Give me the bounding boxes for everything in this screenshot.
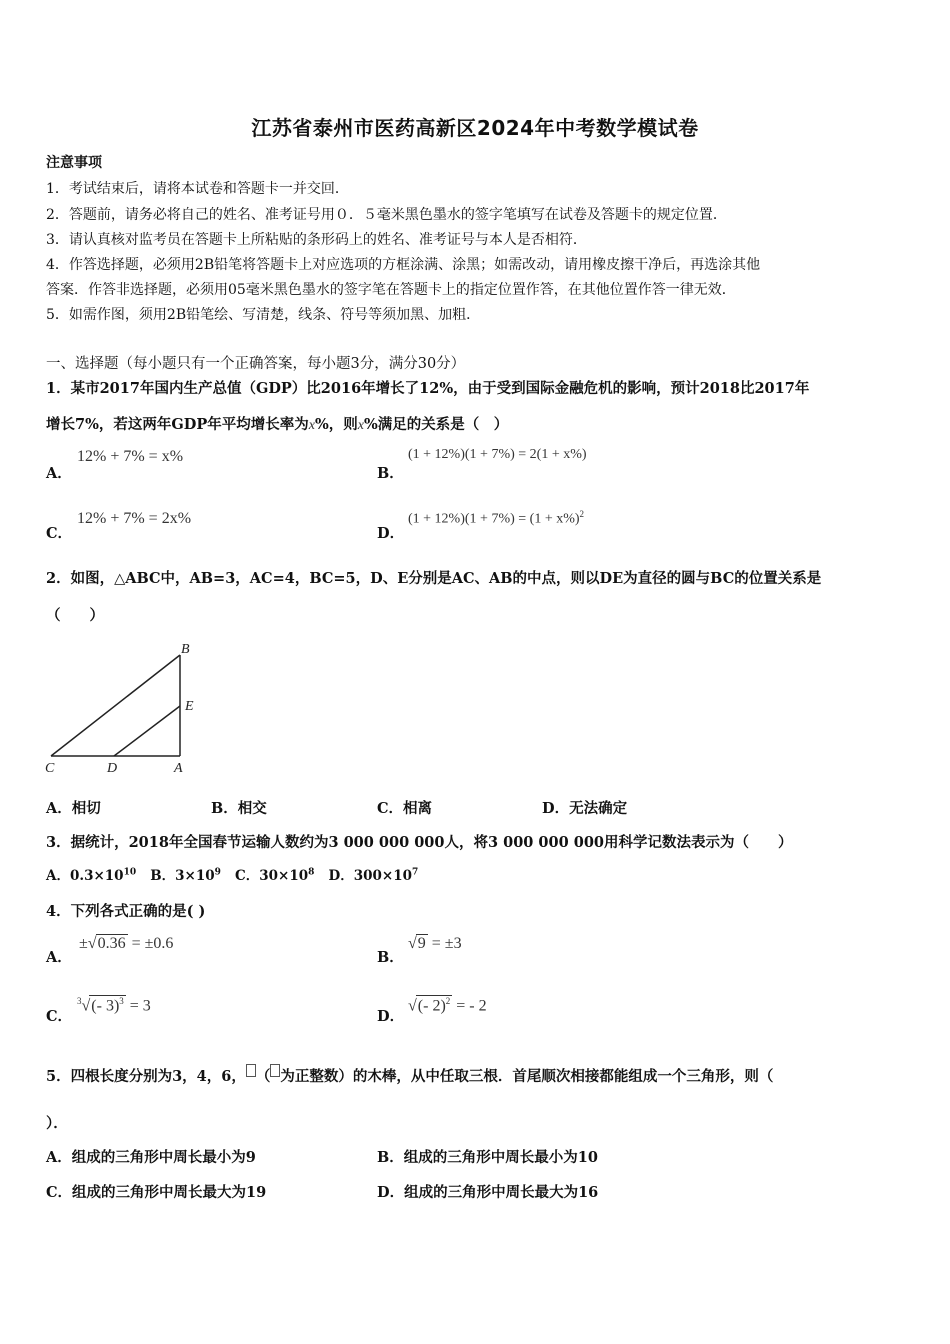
vertex-label-c: C xyxy=(45,761,55,776)
q4-option-d: √(- 2)$^2$ = - 2 xyxy=(408,996,487,1015)
q4-option-c-index: 3 xyxy=(77,996,82,1006)
note-line: 3．请认真核对监考员在答题卡上所粘贴的条形码上的姓名、准考证号与本人是否相符． xyxy=(46,232,587,248)
q4-option-a-radicand: 0.36 xyxy=(97,935,126,952)
q2-line2: （ ） xyxy=(46,607,104,624)
q1-text-b: %，则 xyxy=(314,416,358,433)
q1-var: x xyxy=(308,418,315,433)
q3-text: 3．据统计，2018年全国春节运输人数约为3 000 000 000人，将3 000 000 000用科学记数法表示为（ ） xyxy=(46,834,793,851)
q5-line2: ）． xyxy=(46,1115,68,1132)
q1-line2 xyxy=(46,413,508,434)
q4-option-a-label: A． xyxy=(46,949,72,966)
q4-option-a-result: = ±0.6 xyxy=(127,935,174,952)
q3-options xyxy=(46,864,418,884)
q4-option-c: $^3$√(- 3)$^3$ = 3 xyxy=(77,996,151,1015)
q1-option-d-label: D． xyxy=(377,525,405,542)
q3-option-d-exp: 7 xyxy=(412,867,419,878)
q2-option-c: C．相离 xyxy=(377,800,433,817)
vertex-label-d: D xyxy=(107,761,118,776)
q1-text-a: 增长7%，若这两年GDP年平均增长率为 xyxy=(46,416,309,433)
q3-option-c-exp: 8 xyxy=(308,867,315,878)
page-title: 江苏省泰州市医药高新区2024年中考数学模试卷 xyxy=(251,116,699,140)
q1-option-b-label: B． xyxy=(377,465,404,482)
q5-text-a: 5．四根长度分别为3，4，6， xyxy=(46,1068,246,1085)
q1-option-b: (1 + 12%)(1 + 7%) = 2(1 + x%) xyxy=(408,447,587,462)
q3-option-c-label: C． xyxy=(235,868,260,884)
q4-option-d-label: D． xyxy=(377,1008,405,1025)
vertex-label-b: B xyxy=(181,642,190,657)
q3-option-d-label: D． xyxy=(328,868,354,884)
missing-variable-glyph xyxy=(270,1064,280,1077)
q4-option-d-radicand xyxy=(416,995,452,1015)
note-line: 5．如需作图，须用2B铅笔绘、写清楚，线条、符号等须加黑、加粗． xyxy=(46,307,481,323)
vertex-label-a: A xyxy=(174,761,183,776)
vertex-label-e: E xyxy=(185,699,194,714)
q4-option-b-label: B． xyxy=(377,949,404,966)
q3-option-a-base: 0.3×10 xyxy=(69,868,124,884)
q4-option-b: √9 = ±3 xyxy=(408,935,462,952)
q1-option-d-exponent: 2 xyxy=(579,509,585,519)
q3-option-d-base: 300×10 xyxy=(353,868,413,884)
q4-option-a-sign: ± xyxy=(79,935,88,952)
triangle-figure xyxy=(44,638,204,778)
q5-text-c: 为正整数）的木棒，从中任取三根．首尾顺次相接都能组成一个三角形，则（ xyxy=(280,1068,774,1085)
q1-line1: 1．某市2017年国内生产总值（GDP）比2016年增长了12%，由于受到国际金融危机的影响，预计2018比2017年 xyxy=(46,380,810,397)
q5-option-d: D．组成的三角形中周长最大为16 xyxy=(377,1184,599,1201)
q4-option-b-result: = ±3 xyxy=(427,935,462,952)
q1-option-c-label: C． xyxy=(46,525,73,542)
note-line: 4．作答选择题，必须用2B铅笔将答题卡上对应选项的方框涂满、涂黑；如需改动，请用橡皮擦干净后，再选涂其他 xyxy=(46,257,761,273)
section-heading: 一、选择题（每小题只有一个正确答案，每小题3分，满分30分） xyxy=(46,356,466,372)
q1-option-c: 12% + 7% = 2x% xyxy=(77,510,192,527)
q4-text: 4．下列各式正确的是( ) xyxy=(46,903,206,920)
q4-option-c-power: 3 xyxy=(119,996,124,1006)
q3-option-b-exp: 9 xyxy=(214,867,221,878)
q3-option-a-label: A． xyxy=(46,868,70,884)
q4-option-d-power: 2 xyxy=(445,996,451,1006)
q3-option-b-label: B． xyxy=(150,868,176,884)
q1-option-a: 12% + 7% = x% xyxy=(77,448,184,465)
q4-option-a: ±√0.36 = ±0.6 xyxy=(79,935,174,952)
q5-option-b: B．组成的三角形中周长最小为10 xyxy=(377,1149,598,1166)
q5-option-a: A．组成的三角形中周长最小为9 xyxy=(46,1149,256,1166)
note-line: 2．答题前，请务必将自己的姓名、准考证号用０．５毫米黑色墨水的签字笔填写在试卷及答题卡的规定位置． xyxy=(46,207,727,223)
q3-option-b-base: 3×10 xyxy=(175,868,215,884)
q1-option-d-math: (1 + 12%)(1 + 7%) = (1 + x%) xyxy=(408,511,580,527)
q2-line1: 2．如图，△ABC中，AB=3，AC=4，BC=5，D、E分别是AC、AB的中点，则以DE为直径的圆与BC的位置关系是 xyxy=(46,570,822,587)
q1-option-a-label: A． xyxy=(46,465,72,482)
q4-option-d-base: (- 2) xyxy=(417,997,446,1015)
q4-option-c-radicand xyxy=(89,995,125,1015)
note-line: 答案．作答非选择题，必须用05毫米黑色墨水的签字笔在答题卡上的指定位置作答，在其他位置作答一律无效． xyxy=(46,282,736,298)
notes-heading: 注意事项 xyxy=(46,155,102,171)
q5-option-c: C．组成的三角形中周长最大为19 xyxy=(46,1184,267,1201)
q2-option-d: D．无法确定 xyxy=(542,800,628,817)
q4-option-c-label: C． xyxy=(46,1008,73,1025)
q4-option-c-base: (- 3) xyxy=(91,997,120,1015)
q4-option-d-result: = - 2 xyxy=(452,997,487,1015)
q2-option-b: B．相交 xyxy=(211,800,267,817)
q1-var: x xyxy=(357,418,364,433)
q5-text-b: （ xyxy=(255,1068,271,1085)
q4-option-c-result: = 3 xyxy=(125,997,151,1015)
missing-variable-glyph xyxy=(246,1064,256,1077)
q3-option-a-exp: 10 xyxy=(123,867,137,878)
q3-option-c-base: 30×10 xyxy=(259,868,309,884)
q1-option-d xyxy=(408,509,584,528)
q5-line1 xyxy=(46,1064,773,1086)
note-line: 1．考试结束后，请将本试卷和答题卡一并交回． xyxy=(46,181,349,197)
q2-option-a: A．相切 xyxy=(46,800,101,817)
q1-text-c: %满足的关系是（ ） xyxy=(363,416,509,433)
q4-option-b-radicand: 9 xyxy=(417,935,426,952)
